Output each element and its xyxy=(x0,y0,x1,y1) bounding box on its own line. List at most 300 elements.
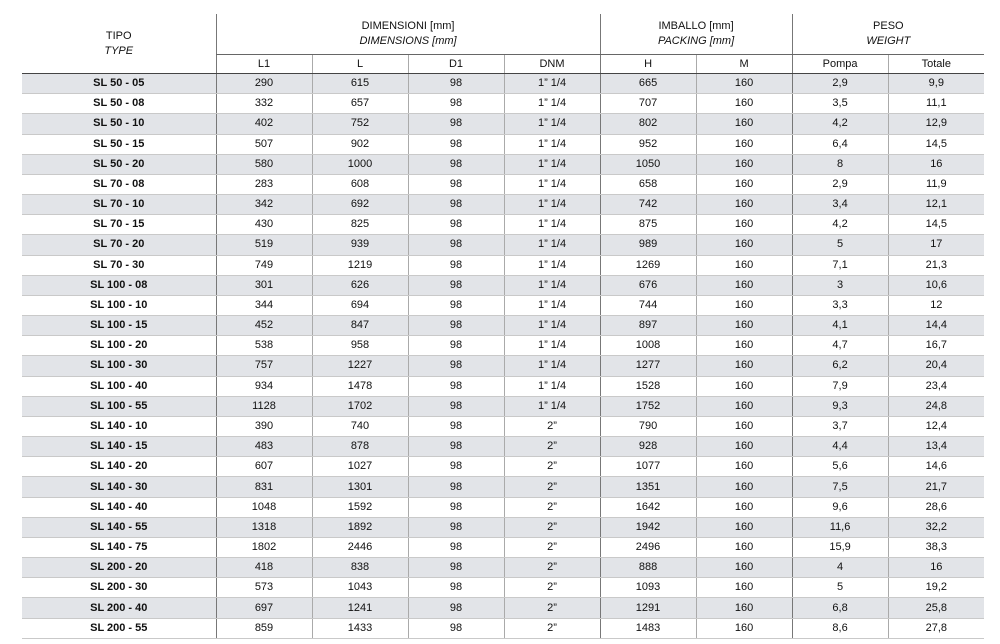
table-row xyxy=(22,134,984,154)
cell-m: 160 xyxy=(696,94,792,114)
col-header-pompa: Pompa xyxy=(792,55,888,74)
cell-l: 1478 xyxy=(312,376,408,396)
table-row xyxy=(22,255,984,275)
cell-dnm: 1” 1/4 xyxy=(504,356,600,376)
table-row xyxy=(22,295,984,315)
cell-m: 160 xyxy=(696,255,792,275)
cell-totale: 11,1 xyxy=(888,94,984,114)
cell-pompa: 6,8 xyxy=(792,598,888,618)
cell-l: 740 xyxy=(312,416,408,436)
cell-pompa: 3,7 xyxy=(792,416,888,436)
cell-pompa: 7,5 xyxy=(792,477,888,497)
cell-totale: 9,9 xyxy=(888,74,984,94)
cell-totale: 11,9 xyxy=(888,174,984,194)
cell-type: SL 50 - 15 xyxy=(22,134,216,154)
cell-d1: 98 xyxy=(408,376,504,396)
cell-d1: 98 xyxy=(408,477,504,497)
cell-type: SL 140 - 20 xyxy=(22,457,216,477)
cell-l1: 390 xyxy=(216,416,312,436)
cell-totale: 12,4 xyxy=(888,416,984,436)
table-body xyxy=(22,74,984,639)
cell-dnm: 1” 1/4 xyxy=(504,275,600,295)
cell-l: 1000 xyxy=(312,154,408,174)
cell-pompa: 4 xyxy=(792,558,888,578)
table-header xyxy=(22,14,984,74)
cell-l: 1892 xyxy=(312,517,408,537)
cell-pompa: 2,9 xyxy=(792,174,888,194)
cell-d1: 98 xyxy=(408,114,504,134)
cell-l1: 538 xyxy=(216,336,312,356)
cell-d1: 98 xyxy=(408,74,504,94)
cell-l1: 507 xyxy=(216,134,312,154)
cell-h: 897 xyxy=(600,316,696,336)
cell-h: 1093 xyxy=(600,578,696,598)
cell-dnm: 1” 1/4 xyxy=(504,174,600,194)
cell-d1: 98 xyxy=(408,416,504,436)
cell-l: 1043 xyxy=(312,578,408,598)
cell-type: SL 50 - 05 xyxy=(22,74,216,94)
table-row xyxy=(22,215,984,235)
cell-l: 902 xyxy=(312,134,408,154)
cell-l: 626 xyxy=(312,275,408,295)
table-row xyxy=(22,94,984,114)
cell-h: 1752 xyxy=(600,396,696,416)
cell-totale: 14,6 xyxy=(888,457,984,477)
cell-m: 160 xyxy=(696,134,792,154)
spec-table-container xyxy=(22,14,984,639)
table-row xyxy=(22,558,984,578)
cell-m: 160 xyxy=(696,376,792,396)
cell-m: 160 xyxy=(696,114,792,134)
table-row xyxy=(22,74,984,94)
cell-dnm: 2” xyxy=(504,618,600,638)
cell-l1: 1048 xyxy=(216,497,312,517)
cell-dnm: 1” 1/4 xyxy=(504,255,600,275)
cell-type: SL 140 - 30 xyxy=(22,477,216,497)
cell-type: SL 100 - 08 xyxy=(22,275,216,295)
cell-h: 1528 xyxy=(600,376,696,396)
weight-group-header xyxy=(792,14,984,55)
cell-l: 615 xyxy=(312,74,408,94)
cell-m: 160 xyxy=(696,598,792,618)
cell-l: 1433 xyxy=(312,618,408,638)
table-row xyxy=(22,618,984,638)
cell-totale: 17 xyxy=(888,235,984,255)
cell-d1: 98 xyxy=(408,396,504,416)
cell-m: 160 xyxy=(696,416,792,436)
cell-h: 888 xyxy=(600,558,696,578)
cell-pompa: 3,3 xyxy=(792,295,888,315)
cell-l: 1227 xyxy=(312,356,408,376)
packing-header-it: IMBALLO [mm] xyxy=(658,20,734,32)
cell-type: SL 100 - 55 xyxy=(22,396,216,416)
cell-pompa: 4,2 xyxy=(792,114,888,134)
cell-m: 160 xyxy=(696,558,792,578)
cell-h: 1008 xyxy=(600,336,696,356)
cell-dnm: 2” xyxy=(504,578,600,598)
cell-dnm: 1” 1/4 xyxy=(504,396,600,416)
table-row xyxy=(22,598,984,618)
type-header-en: TYPE xyxy=(104,44,134,57)
cell-totale: 27,8 xyxy=(888,618,984,638)
cell-d1: 98 xyxy=(408,154,504,174)
table-row xyxy=(22,457,984,477)
col-header-d1: D1 xyxy=(408,55,504,74)
cell-m: 160 xyxy=(696,437,792,457)
cell-dnm: 1” 1/4 xyxy=(504,195,600,215)
cell-m: 160 xyxy=(696,174,792,194)
cell-m: 160 xyxy=(696,477,792,497)
cell-pompa: 5 xyxy=(792,235,888,255)
cell-dnm: 1” 1/4 xyxy=(504,215,600,235)
cell-pompa: 2,9 xyxy=(792,74,888,94)
cell-totale: 14,5 xyxy=(888,215,984,235)
cell-m: 160 xyxy=(696,497,792,517)
cell-m: 160 xyxy=(696,295,792,315)
cell-d1: 98 xyxy=(408,94,504,114)
type-header xyxy=(22,14,216,74)
cell-l1: 283 xyxy=(216,174,312,194)
cell-type: SL 50 - 10 xyxy=(22,114,216,134)
cell-pompa: 9,6 xyxy=(792,497,888,517)
cell-type: SL 70 - 30 xyxy=(22,255,216,275)
cell-h: 658 xyxy=(600,174,696,194)
cell-dnm: 2” xyxy=(504,457,600,477)
col-header-dnm: DNM xyxy=(504,55,600,74)
cell-type: SL 100 - 40 xyxy=(22,376,216,396)
cell-type: SL 200 - 40 xyxy=(22,598,216,618)
cell-l: 1301 xyxy=(312,477,408,497)
cell-d1: 98 xyxy=(408,437,504,457)
cell-l1: 418 xyxy=(216,558,312,578)
cell-l: 939 xyxy=(312,235,408,255)
cell-l1: 757 xyxy=(216,356,312,376)
cell-pompa: 6,2 xyxy=(792,356,888,376)
cell-h: 742 xyxy=(600,195,696,215)
cell-l1: 519 xyxy=(216,235,312,255)
cell-d1: 98 xyxy=(408,618,504,638)
cell-m: 160 xyxy=(696,618,792,638)
cell-d1: 98 xyxy=(408,457,504,477)
cell-d1: 98 xyxy=(408,517,504,537)
cell-d1: 98 xyxy=(408,235,504,255)
table-row xyxy=(22,497,984,517)
cell-totale: 21,7 xyxy=(888,477,984,497)
cell-l1: 573 xyxy=(216,578,312,598)
cell-d1: 98 xyxy=(408,316,504,336)
cell-totale: 38,3 xyxy=(888,537,984,557)
cell-pompa: 4,2 xyxy=(792,215,888,235)
cell-dnm: 1” 1/4 xyxy=(504,295,600,315)
cell-totale: 14,5 xyxy=(888,134,984,154)
cell-dnm: 2” xyxy=(504,517,600,537)
cell-l1: 697 xyxy=(216,598,312,618)
table-row xyxy=(22,114,984,134)
cell-dnm: 2” xyxy=(504,497,600,517)
cell-d1: 98 xyxy=(408,558,504,578)
cell-pompa: 9,3 xyxy=(792,396,888,416)
cell-totale: 32,2 xyxy=(888,517,984,537)
cell-l: 694 xyxy=(312,295,408,315)
dimensions-header-it: DIMENSIONI [mm] xyxy=(361,20,455,32)
cell-type: SL 100 - 10 xyxy=(22,295,216,315)
cell-totale: 10,6 xyxy=(888,275,984,295)
table-row xyxy=(22,578,984,598)
cell-d1: 98 xyxy=(408,275,504,295)
cell-l1: 831 xyxy=(216,477,312,497)
type-header-it: TIPO xyxy=(105,29,132,42)
cell-pompa: 3 xyxy=(792,275,888,295)
cell-dnm: 2” xyxy=(504,477,600,497)
cell-l1: 430 xyxy=(216,215,312,235)
cell-pompa: 4,7 xyxy=(792,336,888,356)
cell-l1: 580 xyxy=(216,154,312,174)
cell-pompa: 3,5 xyxy=(792,94,888,114)
cell-dnm: 2” xyxy=(504,537,600,557)
cell-totale: 16,7 xyxy=(888,336,984,356)
cell-h: 989 xyxy=(600,235,696,255)
cell-h: 1642 xyxy=(600,497,696,517)
dimensions-header-en: DIMENSIONS [mm] xyxy=(359,35,457,47)
cell-totale: 20,4 xyxy=(888,356,984,376)
cell-dnm: 1” 1/4 xyxy=(504,154,600,174)
cell-l: 608 xyxy=(312,174,408,194)
cell-m: 160 xyxy=(696,537,792,557)
cell-totale: 25,8 xyxy=(888,598,984,618)
cell-type: SL 50 - 20 xyxy=(22,154,216,174)
cell-totale: 24,8 xyxy=(888,396,984,416)
cell-pompa: 8,6 xyxy=(792,618,888,638)
cell-totale: 19,2 xyxy=(888,578,984,598)
cell-type: SL 70 - 10 xyxy=(22,195,216,215)
cell-totale: 16 xyxy=(888,154,984,174)
packing-group-header xyxy=(600,14,792,55)
cell-l: 2446 xyxy=(312,537,408,557)
cell-l1: 290 xyxy=(216,74,312,94)
cell-type: SL 100 - 15 xyxy=(22,316,216,336)
table-row xyxy=(22,356,984,376)
cell-l: 847 xyxy=(312,316,408,336)
cell-d1: 98 xyxy=(408,356,504,376)
table-row xyxy=(22,396,984,416)
table-row xyxy=(22,195,984,215)
cell-h: 952 xyxy=(600,134,696,154)
cell-pompa: 5 xyxy=(792,578,888,598)
cell-pompa: 7,1 xyxy=(792,255,888,275)
cell-l1: 483 xyxy=(216,437,312,457)
col-header-l1: L1 xyxy=(216,55,312,74)
cell-m: 160 xyxy=(696,74,792,94)
cell-h: 707 xyxy=(600,94,696,114)
cell-pompa: 7,9 xyxy=(792,376,888,396)
table-row xyxy=(22,154,984,174)
col-header-m: M xyxy=(696,55,792,74)
cell-l1: 607 xyxy=(216,457,312,477)
cell-dnm: 1” 1/4 xyxy=(504,316,600,336)
cell-totale: 12 xyxy=(888,295,984,315)
cell-l1: 1802 xyxy=(216,537,312,557)
cell-d1: 98 xyxy=(408,174,504,194)
cell-h: 744 xyxy=(600,295,696,315)
cell-dnm: 1” 1/4 xyxy=(504,134,600,154)
cell-l: 958 xyxy=(312,336,408,356)
cell-m: 160 xyxy=(696,215,792,235)
cell-l: 657 xyxy=(312,94,408,114)
dimensions-group-header xyxy=(216,14,600,55)
table-row xyxy=(22,376,984,396)
cell-m: 160 xyxy=(696,235,792,255)
cell-dnm: 1” 1/4 xyxy=(504,235,600,255)
table-row xyxy=(22,336,984,356)
cell-l: 1592 xyxy=(312,497,408,517)
cell-l1: 332 xyxy=(216,94,312,114)
cell-dnm: 1” 1/4 xyxy=(504,94,600,114)
table-row xyxy=(22,174,984,194)
cell-dnm: 2” xyxy=(504,558,600,578)
cell-type: SL 70 - 08 xyxy=(22,174,216,194)
cell-type: SL 70 - 20 xyxy=(22,235,216,255)
cell-l1: 1318 xyxy=(216,517,312,537)
table-row xyxy=(22,275,984,295)
cell-type: SL 200 - 20 xyxy=(22,558,216,578)
weight-header-it: PESO xyxy=(873,20,904,32)
cell-type: SL 140 - 10 xyxy=(22,416,216,436)
cell-h: 1269 xyxy=(600,255,696,275)
cell-type: SL 140 - 15 xyxy=(22,437,216,457)
cell-l: 1702 xyxy=(312,396,408,416)
cell-d1: 98 xyxy=(408,195,504,215)
cell-d1: 98 xyxy=(408,497,504,517)
cell-d1: 98 xyxy=(408,134,504,154)
cell-l1: 859 xyxy=(216,618,312,638)
cell-l1: 452 xyxy=(216,316,312,336)
cell-h: 928 xyxy=(600,437,696,457)
cell-h: 1942 xyxy=(600,517,696,537)
cell-totale: 23,4 xyxy=(888,376,984,396)
cell-h: 802 xyxy=(600,114,696,134)
cell-dnm: 1” 1/4 xyxy=(504,114,600,134)
cell-m: 160 xyxy=(696,275,792,295)
cell-l1: 934 xyxy=(216,376,312,396)
cell-type: SL 200 - 30 xyxy=(22,578,216,598)
cell-m: 160 xyxy=(696,396,792,416)
cell-totale: 12,1 xyxy=(888,195,984,215)
table-row xyxy=(22,316,984,336)
cell-totale: 16 xyxy=(888,558,984,578)
cell-m: 160 xyxy=(696,356,792,376)
table-row xyxy=(22,235,984,255)
cell-l: 1241 xyxy=(312,598,408,618)
cell-totale: 12,9 xyxy=(888,114,984,134)
pump-dimensions-table xyxy=(22,14,984,639)
cell-totale: 21,3 xyxy=(888,255,984,275)
cell-dnm: 2” xyxy=(504,416,600,436)
cell-type: SL 140 - 75 xyxy=(22,537,216,557)
cell-type: SL 100 - 30 xyxy=(22,356,216,376)
cell-l: 1027 xyxy=(312,457,408,477)
cell-l: 692 xyxy=(312,195,408,215)
cell-l: 838 xyxy=(312,558,408,578)
cell-d1: 98 xyxy=(408,578,504,598)
cell-h: 1077 xyxy=(600,457,696,477)
cell-l: 1219 xyxy=(312,255,408,275)
cell-d1: 98 xyxy=(408,598,504,618)
cell-h: 790 xyxy=(600,416,696,436)
cell-h: 1291 xyxy=(600,598,696,618)
table-row xyxy=(22,416,984,436)
cell-dnm: 1” 1/4 xyxy=(504,376,600,396)
cell-totale: 28,6 xyxy=(888,497,984,517)
cell-type: SL 100 - 20 xyxy=(22,336,216,356)
table-row xyxy=(22,477,984,497)
weight-header-en: WEIGHT xyxy=(866,35,911,47)
cell-dnm: 2” xyxy=(504,437,600,457)
packing-header-en: PACKING [mm] xyxy=(657,35,735,47)
cell-m: 160 xyxy=(696,457,792,477)
cell-h: 875 xyxy=(600,215,696,235)
cell-h: 1483 xyxy=(600,618,696,638)
cell-type: SL 70 - 15 xyxy=(22,215,216,235)
cell-l: 878 xyxy=(312,437,408,457)
cell-pompa: 6,4 xyxy=(792,134,888,154)
cell-d1: 98 xyxy=(408,336,504,356)
cell-l1: 342 xyxy=(216,195,312,215)
cell-m: 160 xyxy=(696,578,792,598)
cell-h: 1050 xyxy=(600,154,696,174)
cell-m: 160 xyxy=(696,316,792,336)
cell-d1: 98 xyxy=(408,255,504,275)
cell-pompa: 3,4 xyxy=(792,195,888,215)
cell-totale: 13,4 xyxy=(888,437,984,457)
col-header-h: H xyxy=(600,55,696,74)
cell-pompa: 15,9 xyxy=(792,537,888,557)
table-row xyxy=(22,517,984,537)
cell-l1: 301 xyxy=(216,275,312,295)
cell-type: SL 50 - 08 xyxy=(22,94,216,114)
cell-h: 665 xyxy=(600,74,696,94)
col-header-l: L xyxy=(312,55,408,74)
cell-type: SL 140 - 40 xyxy=(22,497,216,517)
cell-d1: 98 xyxy=(408,537,504,557)
cell-h: 676 xyxy=(600,275,696,295)
cell-m: 160 xyxy=(696,154,792,174)
table-row xyxy=(22,437,984,457)
cell-h: 1351 xyxy=(600,477,696,497)
cell-l1: 344 xyxy=(216,295,312,315)
table-row xyxy=(22,537,984,557)
cell-type: SL 140 - 55 xyxy=(22,517,216,537)
cell-l1: 402 xyxy=(216,114,312,134)
cell-m: 160 xyxy=(696,336,792,356)
cell-h: 2496 xyxy=(600,537,696,557)
cell-pompa: 4,1 xyxy=(792,316,888,336)
cell-pompa: 5,6 xyxy=(792,457,888,477)
cell-type: SL 200 - 55 xyxy=(22,618,216,638)
cell-l1: 749 xyxy=(216,255,312,275)
cell-l: 825 xyxy=(312,215,408,235)
cell-l: 752 xyxy=(312,114,408,134)
cell-l1: 1128 xyxy=(216,396,312,416)
cell-dnm: 2” xyxy=(504,598,600,618)
cell-d1: 98 xyxy=(408,295,504,315)
col-header-totale: Totale xyxy=(888,55,984,74)
cell-dnm: 1” 1/4 xyxy=(504,74,600,94)
cell-pompa: 4,4 xyxy=(792,437,888,457)
cell-m: 160 xyxy=(696,517,792,537)
cell-d1: 98 xyxy=(408,215,504,235)
cell-pompa: 11,6 xyxy=(792,517,888,537)
cell-dnm: 1” 1/4 xyxy=(504,336,600,356)
